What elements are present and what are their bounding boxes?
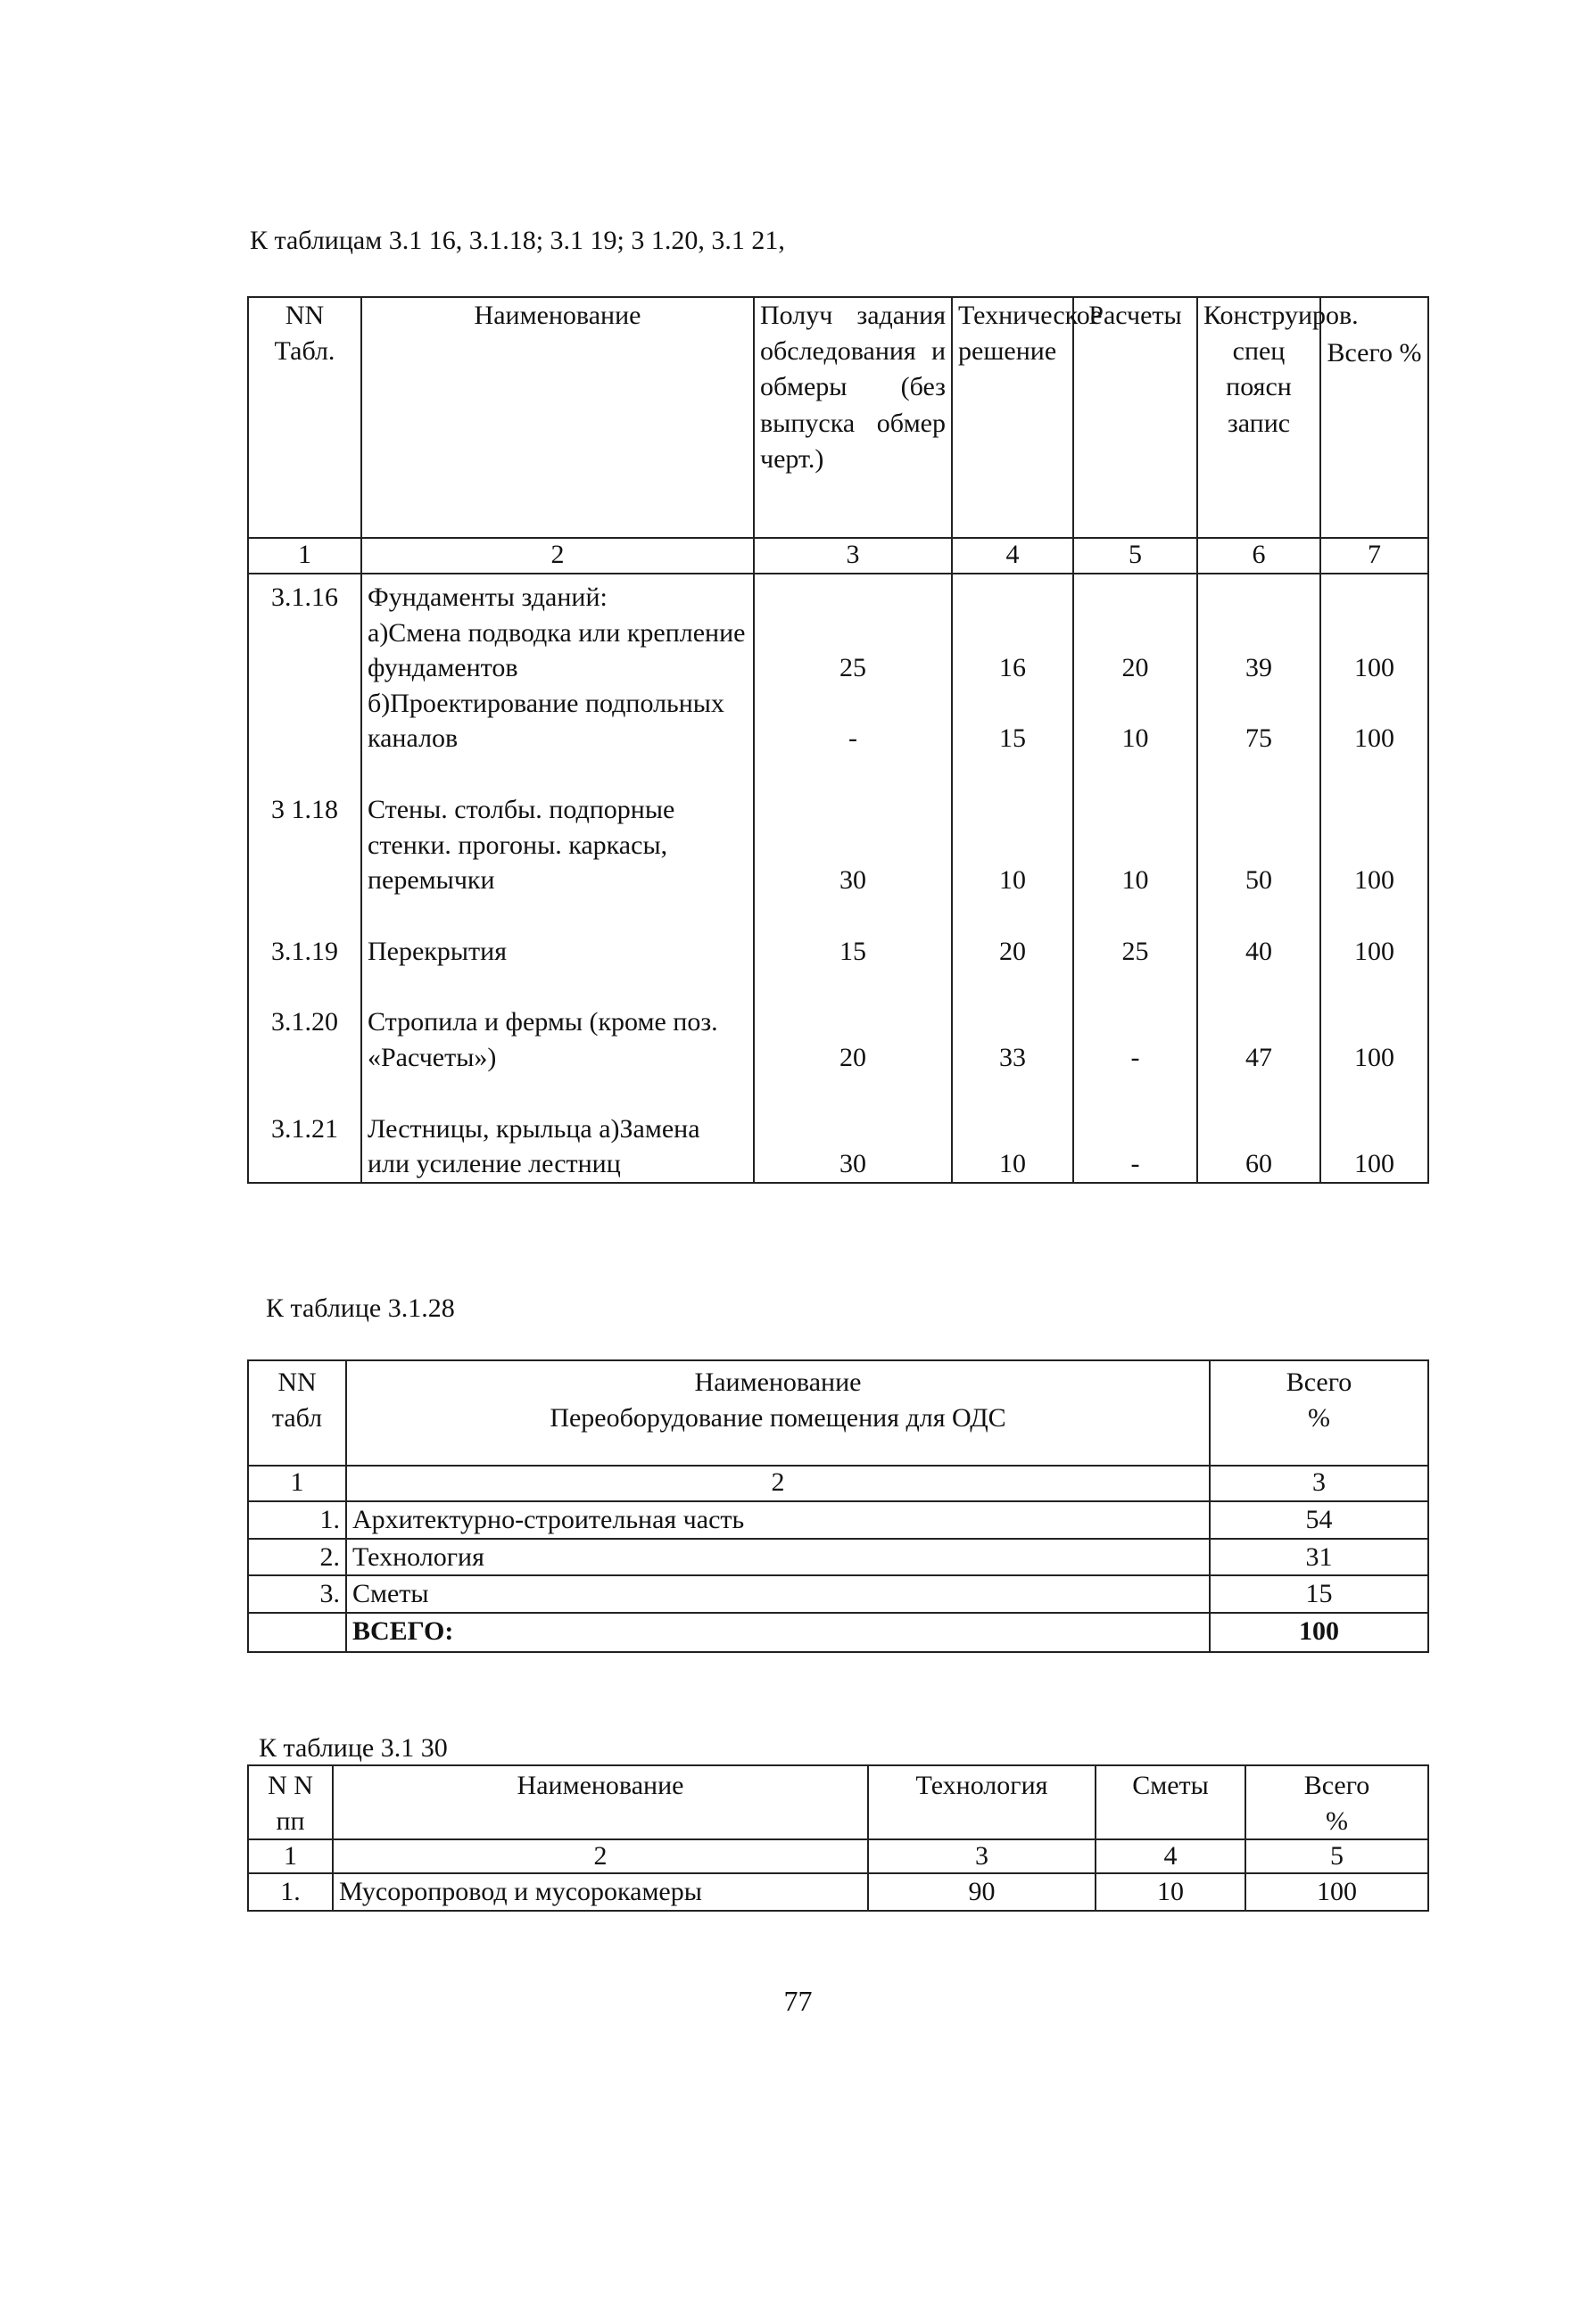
table-row xyxy=(248,898,1428,970)
row-value: 100 xyxy=(1320,1076,1428,1183)
total-label: ВСЕГО: xyxy=(346,1613,1210,1652)
row-name: Фундаменты зданий: xyxy=(361,574,754,616)
row-nn: 1. xyxy=(248,1501,346,1539)
row-total: 100 xyxy=(1245,1873,1428,1911)
index-cell: 5 xyxy=(1245,1839,1428,1873)
row-name: Перекрытия xyxy=(361,898,754,970)
row-value: 47 xyxy=(1197,969,1320,1075)
header-name-sub: Переоборудование помещения для ОДС xyxy=(550,1402,1006,1433)
row-value: 16 xyxy=(952,616,1073,686)
header-total-unit: % xyxy=(1308,1402,1330,1433)
header-technical-solution: Техническое решение xyxy=(952,297,1073,538)
header-design: Конструиров. спец поясн запис xyxy=(1197,297,1320,538)
header-total: Всего % xyxy=(1320,297,1428,538)
table-row xyxy=(248,1501,1428,1539)
row-nn: 3.1.21 xyxy=(248,1076,361,1183)
index-cell: 3 xyxy=(754,538,952,574)
row-nn: 1. xyxy=(248,1873,333,1911)
row-nn: 3.1.19 xyxy=(248,898,361,970)
header-name: Наименование xyxy=(694,1367,862,1397)
row-total: 54 xyxy=(1210,1501,1428,1539)
row-value: 10 xyxy=(1096,1873,1245,1911)
row-value: 90 xyxy=(868,1873,1096,1911)
row-value: 75 xyxy=(1197,686,1320,756)
total-value: 100 xyxy=(1210,1613,1428,1652)
table-row xyxy=(248,756,1428,898)
table2-caption: К таблице 3.1.28 xyxy=(266,1293,455,1323)
row-value: 15 xyxy=(754,898,952,970)
row-nn: 3.1.20 xyxy=(248,969,361,1075)
row-value: 20 xyxy=(1073,616,1197,686)
row-value: 30 xyxy=(754,1076,952,1183)
row-value: 30 xyxy=(754,756,952,898)
index-cell: 2 xyxy=(333,1839,868,1873)
table-row xyxy=(248,686,1428,756)
table-row xyxy=(248,1076,1428,1183)
row-name: Архитектурно-строительная часть xyxy=(346,1501,1210,1539)
column-index-row xyxy=(248,1466,1428,1501)
row-name: Сметы xyxy=(346,1575,1210,1613)
header-nn: NN xyxy=(277,1367,317,1397)
row-value: 100 xyxy=(1320,898,1428,970)
index-cell: 4 xyxy=(952,538,1073,574)
row-name: а)Смена подводка или крепление фундаментов xyxy=(361,616,754,686)
row-nn: 3 1.18 xyxy=(248,756,361,898)
index-cell: 4 xyxy=(1096,1839,1245,1873)
row-nn xyxy=(248,686,361,756)
row-value: 10 xyxy=(952,1076,1073,1183)
row-value: 20 xyxy=(952,898,1073,970)
header-technology: Технология xyxy=(868,1765,1096,1839)
row-value: 50 xyxy=(1197,756,1320,898)
index-cell: 7 xyxy=(1320,538,1428,574)
row-name: б)Проектирование подпольных каналов xyxy=(361,686,754,756)
column-index-row xyxy=(248,538,1428,574)
table-row xyxy=(248,1539,1428,1576)
table-ods-conversion xyxy=(247,1359,1429,1653)
row-value: - xyxy=(1073,969,1197,1075)
total-row xyxy=(248,1613,1428,1652)
header-nn-sub: пп xyxy=(276,1805,305,1836)
table3-caption: К таблице 3.1 30 xyxy=(259,1733,448,1763)
row-value: 33 xyxy=(952,969,1073,1075)
header-nn: N N xyxy=(268,1771,313,1800)
header-name: Наименование xyxy=(333,1765,868,1839)
row-total: 15 xyxy=(1210,1575,1428,1613)
row-name: Лестницы, крыльца а)Замена или усиление лестниц xyxy=(361,1076,754,1183)
index-cell: 5 xyxy=(1073,538,1197,574)
row-nn: 2. xyxy=(248,1539,346,1576)
row-total: 31 xyxy=(1210,1539,1428,1576)
header-total-unit: % xyxy=(1326,1805,1348,1836)
header-name: Наименование xyxy=(361,297,754,538)
table-row xyxy=(248,969,1428,1075)
header-nn-sub: табл xyxy=(271,1402,323,1433)
page-number: 77 xyxy=(783,1985,813,2017)
row-name: Стены. столбы. подпорные стенки. прогоны. каркасы, перемычки xyxy=(361,756,754,898)
row-nn xyxy=(248,616,361,686)
row-value: 100 xyxy=(1320,686,1428,756)
index-cell: 3 xyxy=(868,1839,1096,1873)
index-cell: 2 xyxy=(361,538,754,574)
index-cell: 1 xyxy=(248,538,361,574)
header-total: Всего xyxy=(1286,1367,1352,1397)
row-value: 100 xyxy=(1320,756,1428,898)
index-cell: 1 xyxy=(248,1839,333,1873)
table-fundamentals xyxy=(247,296,1429,1184)
table1-caption: К таблицам 3.1 16, 3.1.18; 3.1 19; 3 1.20, 3.1 21, xyxy=(250,226,785,255)
table-row xyxy=(248,616,1428,686)
row-value: 10 xyxy=(1073,756,1197,898)
row-value: 15 xyxy=(952,686,1073,756)
header-estimates: Сметы xyxy=(1096,1765,1245,1839)
row-value: 10 xyxy=(952,756,1073,898)
row-nn: 3. xyxy=(248,1575,346,1613)
row-name: Мусоропровод и мусорокамеры xyxy=(333,1873,868,1911)
row-value: - xyxy=(754,686,952,756)
index-cell: 2 xyxy=(346,1466,1210,1501)
row-value: 100 xyxy=(1320,969,1428,1075)
row-value: 20 xyxy=(754,969,952,1075)
header-survey: Получ задания обследования и обмеры (без выпуска обмер черт.) xyxy=(754,297,952,538)
index-cell: 3 xyxy=(1210,1466,1428,1501)
table-garbage-chute xyxy=(247,1764,1429,1912)
header-calculations: Расчеты xyxy=(1073,297,1197,538)
row-value: 39 xyxy=(1197,616,1320,686)
row-value: - xyxy=(1073,1076,1197,1183)
row-name: Стропила и фермы (кроме поз. «Расчеты») xyxy=(361,969,754,1075)
header-total: Всего xyxy=(1303,1771,1370,1800)
row-value: 10 xyxy=(1073,686,1197,756)
table-row xyxy=(248,1873,1428,1911)
column-index-row xyxy=(248,1839,1428,1873)
row-value: 25 xyxy=(754,616,952,686)
row-value: 40 xyxy=(1197,898,1320,970)
row-value: 100 xyxy=(1320,616,1428,686)
header-nn: NN Табл. xyxy=(248,297,361,538)
table-row xyxy=(248,1575,1428,1613)
index-cell: 1 xyxy=(248,1466,346,1501)
table-row xyxy=(248,574,1428,616)
row-nn: 3.1.16 xyxy=(248,574,361,616)
row-name: Технология xyxy=(346,1539,1210,1576)
row-value: 60 xyxy=(1197,1076,1320,1183)
row-value: 25 xyxy=(1073,898,1197,970)
index-cell: 6 xyxy=(1197,538,1320,574)
